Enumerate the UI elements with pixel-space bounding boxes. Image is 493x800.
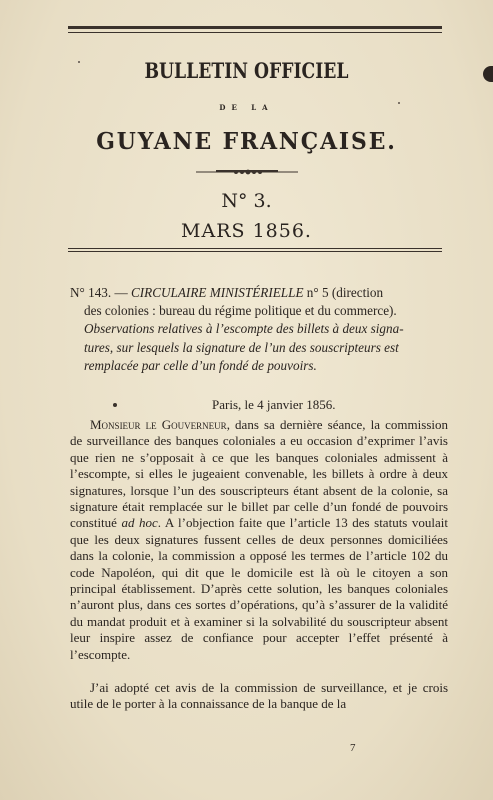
circular-number: N° 143. — [70, 285, 131, 300]
top-rule-thin [68, 32, 442, 33]
page-edge-mark [483, 66, 493, 82]
paragraph-1-text-b: . A l’objection faite que l’article 13 des statuts voulait que les deux signatures fussent celles de deux personnes domiciliées dans la colonie, la commission a opposé les termes de l’article 102 du code Napoléon, qui dit que le domicile est là où le citoyen a son principal établissement. D’après cette solution, les banques coloniales n’auront plus, dans ces sortes d’opérations, qu’à s’assurer de la validité du mandat produit et à examiner si la solvabilité du souscripteur absent leur inspire assez de confiance pour accepter l’effet présenté à l’escompte. [70, 515, 448, 662]
circular-heading-line2: des colonies : bureau du régime politique et du commerce). [84, 303, 397, 319]
circular-heading-line4: tures, sur lesquels la signature de l’un des souscripteurs est [84, 339, 399, 355]
masthead-de-la: DE LA [219, 103, 274, 112]
place-date: Paris, le 4 janvier 1856. [212, 397, 336, 412]
issue-date: MARS 1856. [181, 220, 312, 242]
page-number: 7 [350, 742, 356, 754]
circular-heading-line5: remplacée par celle d’un fondé de pouvoirs. [84, 357, 317, 373]
salutation: Monsieur le Gouverneur [90, 417, 227, 432]
paper-speck [398, 102, 400, 104]
circular-heading [70, 284, 448, 375]
ornament-divider [196, 167, 298, 177]
masthead-title-line2: GUYANE FRANÇAISE. [96, 128, 397, 155]
masthead-title-line1: BULLETIN OFFICIEL [144, 58, 349, 83]
issue-number: N° 3. [221, 190, 272, 212]
paragraph-2: J’ai adopté cet avis de la commission de surveillance, et je crois utile de le porter à la connaissance de la banque de la [70, 680, 448, 712]
circular-title: CIRCULAIRE MINISTÉRIELLE [130, 285, 304, 300]
paragraph-1-adhoc: ad hoc [121, 515, 158, 531]
circular-number-rest: n° 5 (direction [303, 285, 384, 300]
circular-heading-line3: Observations relatives à l’escompte des billets à deux signa- [84, 321, 404, 337]
paragraph-1-text-a: , dans sa dernière séance, la commission de surveillance des banques coloniales a eu occasion d’exprimer l’avis que rien ne s’opposait à ce que les banques coloniales admissent à l’escompte, si elles le jugeaient convenable, les billets à ordre à deux signatures, lorsque l’un des souscripteurs étant absent de la colonie, sa signature était remplacée sur le billet par celle d’un fondé de pouvoirs constitué [70, 417, 448, 531]
ink-dot [113, 403, 117, 407]
mid-rule-thin-2 [68, 251, 442, 252]
circular-heading-line1 [70, 284, 448, 302]
top-rule-thick [68, 26, 442, 29]
paper-speck [78, 61, 80, 63]
paragraph-1 [70, 417, 448, 663]
mid-rule-thin-1 [68, 248, 442, 249]
